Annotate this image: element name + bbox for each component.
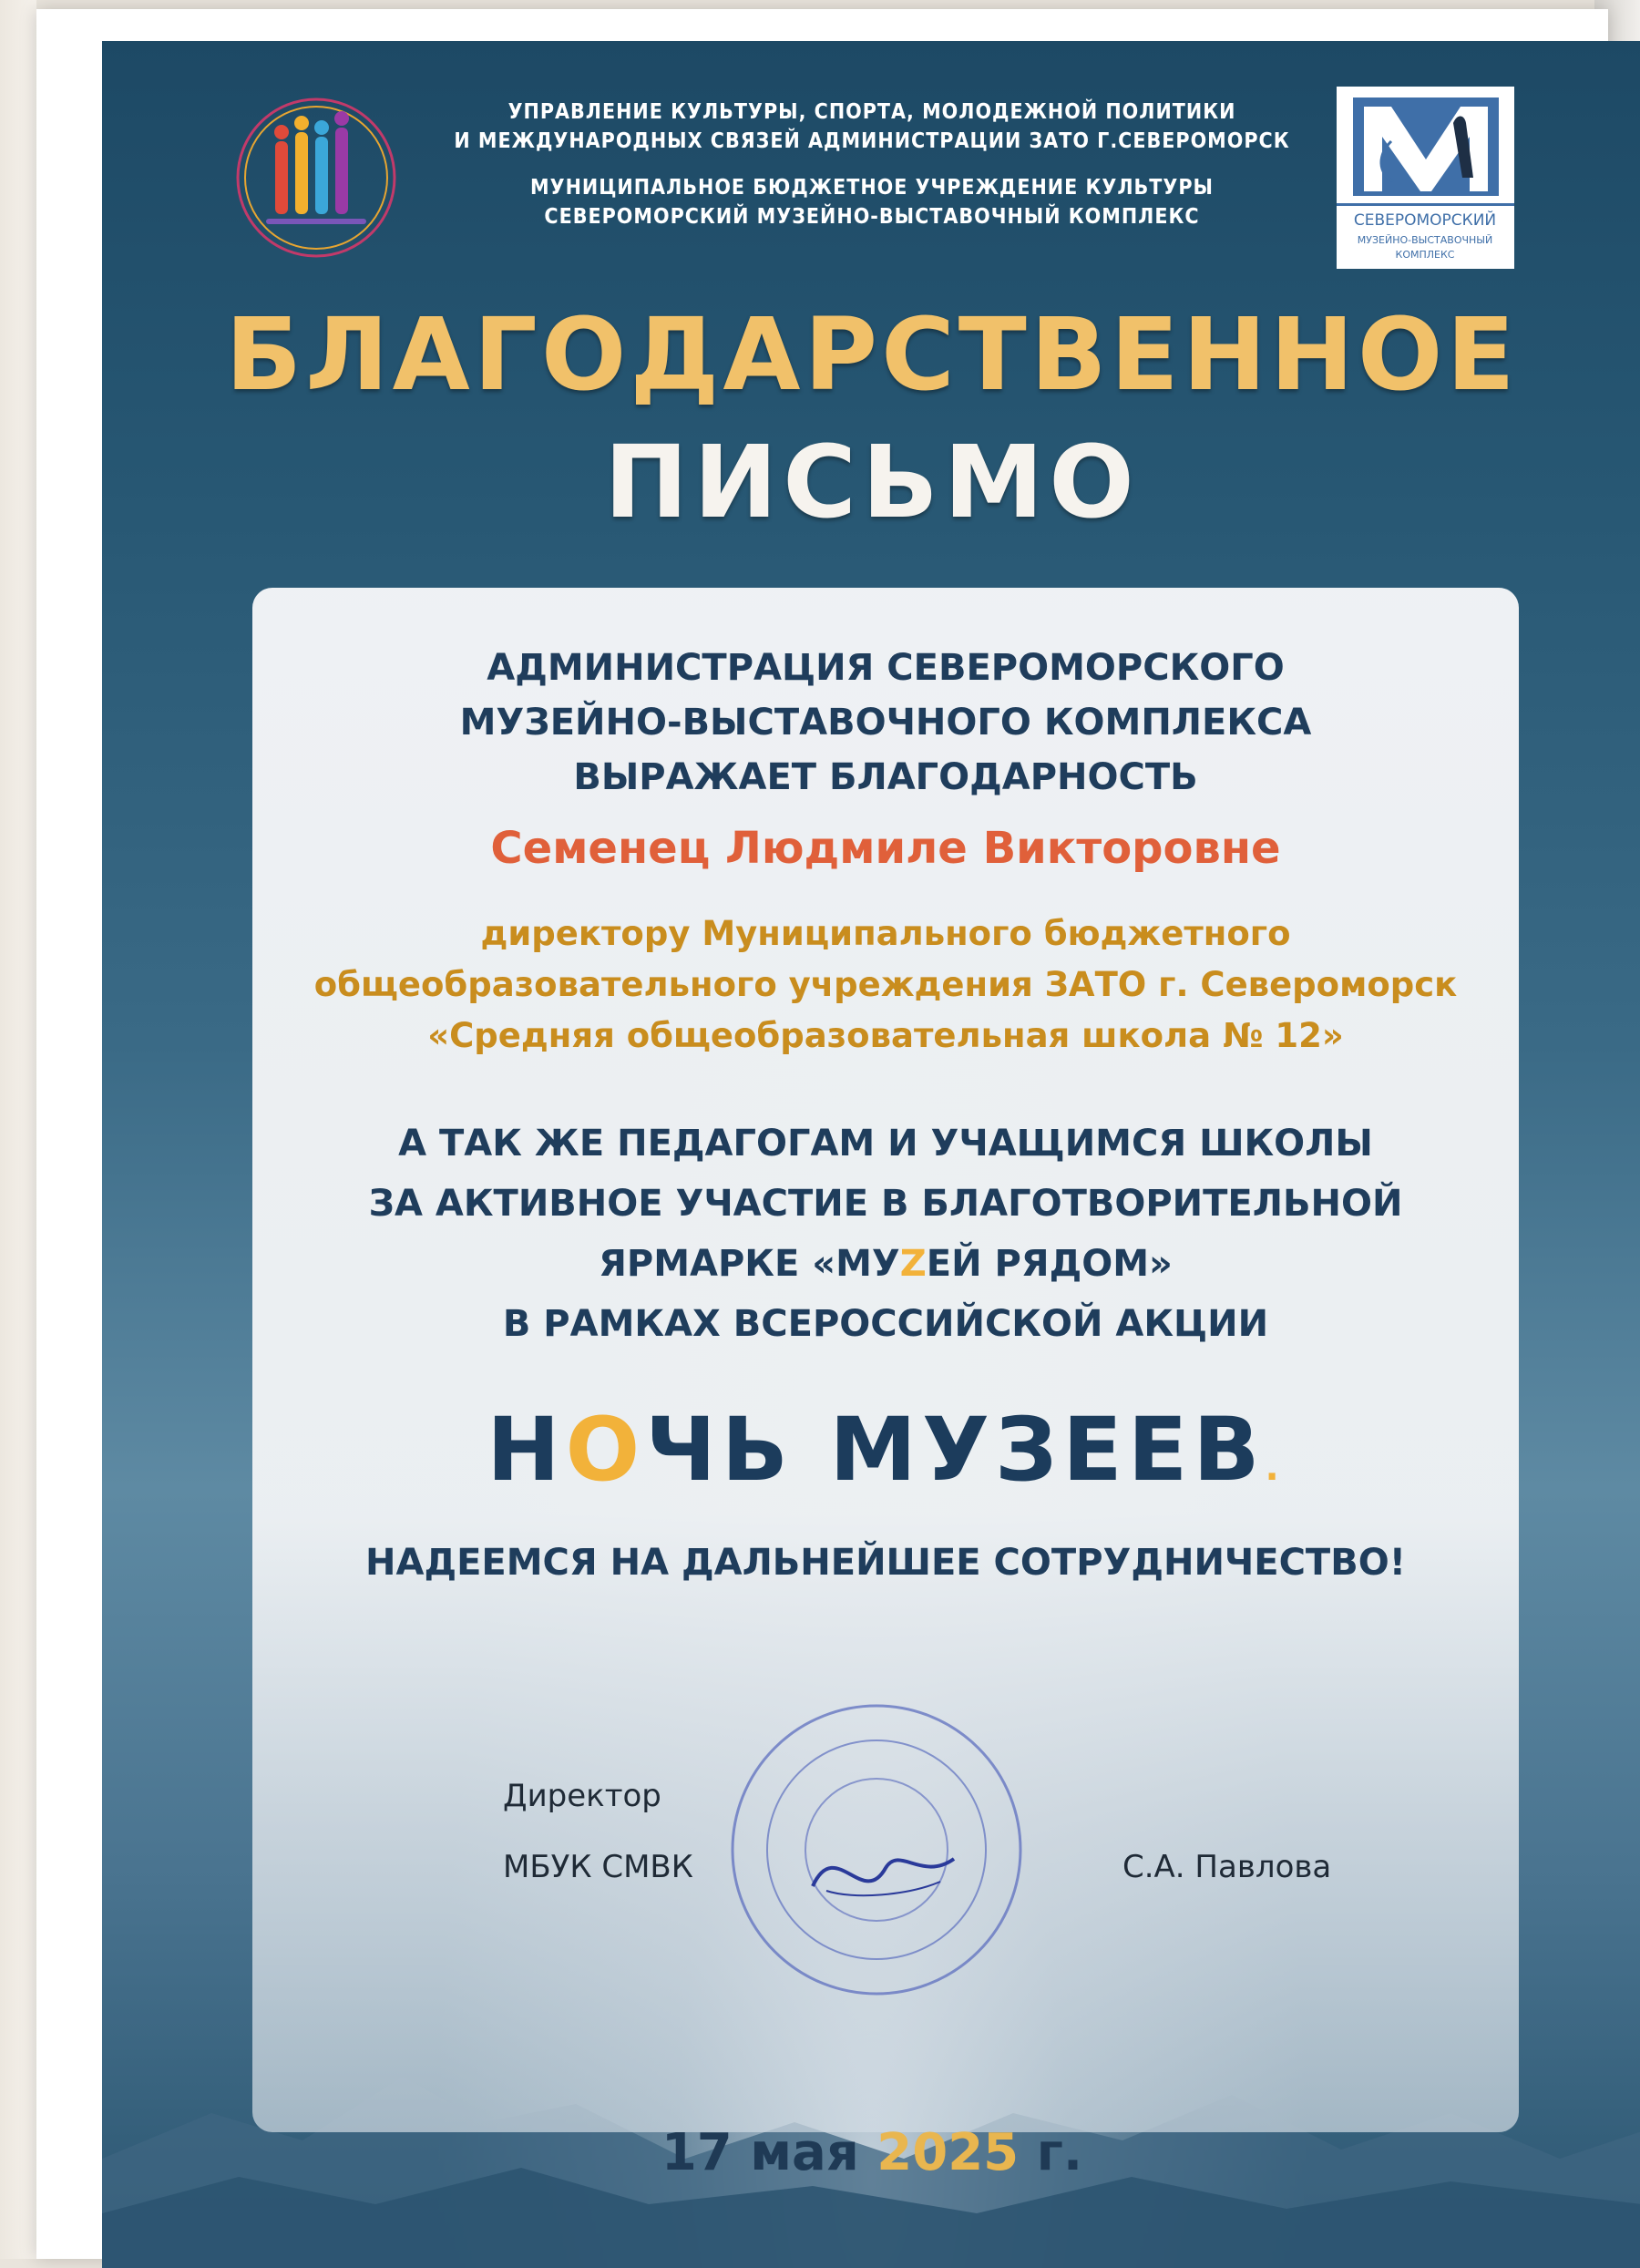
issue-date <box>102 2123 1640 2182</box>
museum-logo-text-3: КОМПЛЕКС <box>1395 249 1455 261</box>
intro-line-1: АДМИНИСТРАЦИЯ СЕВЕРОМОРСКОГО <box>487 647 1285 689</box>
title-line-1: БЛАГОДАРСТВЕННОЕ <box>225 296 1519 413</box>
night-logo-pre: Н <box>487 1399 566 1501</box>
certificate-paper <box>36 9 1608 2259</box>
date-day-month: 17 мая <box>661 2123 877 2182</box>
also-line-3-post: ЕЙ РЯДОМ» <box>926 1243 1173 1285</box>
museum-logo-graphic <box>1337 87 1514 269</box>
header-line-1: УПРАВЛЕНИЕ КУЛЬТУРЫ, СПОРТА, МОЛОДЕЖНОЙ ПОЛИТИКИ <box>507 100 1236 124</box>
night-of-museums-logo <box>252 1399 1519 1501</box>
night-logo-dot: . <box>1265 1447 1285 1489</box>
also-line-3 <box>252 1237 1519 1291</box>
night-logo-moon: О <box>565 1399 646 1501</box>
signer-role-2: МБУК СМВК <box>503 1849 693 1885</box>
signer-name: С.А. Павлова <box>1122 1849 1332 1885</box>
night-logo-post: ЧЬ МУЗЕЕВ <box>645 1399 1266 1501</box>
header-line-2: И МЕЖДУНАРОДНЫХ СВЯЗЕЙ АДМИНИСТРАЦИИ ЗАТО Г.СЕВЕРОМОРСК <box>454 129 1290 153</box>
official-stamp <box>726 1699 1027 2000</box>
recipient-name: Семенец Людмиле Викторовне <box>490 823 1281 874</box>
museum-logo-text-2: МУЗЕЙНО-ВЫСТАВОЧНЫЙ <box>1357 234 1493 246</box>
intro-line-2: МУЗЕЙНО-ВЫСТАВОЧНОГО КОМПЛЕКСА <box>459 702 1312 744</box>
intro-line-3: ВЫРАЖАЕТ БЛАГОДАРНОСТЬ <box>573 756 1198 798</box>
header-line-3: МУНИЦИПАЛЬНОЕ БЮДЖЕТНОЕ УЧРЕЖДЕНИЕ КУЛЬТУРЫ <box>530 176 1214 200</box>
also-line-4: В РАМКАХ ВСЕРОССИЙСКОЙ АКЦИИ <box>502 1303 1269 1345</box>
position-line-2: общеобразовательного учреждения ЗАТО г. Североморск <box>313 965 1458 1004</box>
also-line-3-z: Z <box>899 1243 927 1285</box>
also-line-2: ЗА АКТИВНОЕ УЧАСТИЕ В БЛАГОТВОРИТЕЛЬНОЙ <box>368 1183 1403 1225</box>
signer-role-1: Директор <box>503 1778 661 1814</box>
closing-line: НАДЕЕМСЯ НА ДАЛЬНЕЙШЕЕ СОТРУДНИЧЕСТВО! <box>365 1542 1406 1584</box>
also-line-1: А ТАК ЖЕ ПЕДАГОГАМ И УЧАЩИМСЯ ШКОЛЫ <box>398 1123 1373 1165</box>
position-line-3: «Средняя общеобразовательная школа № 12» <box>427 1016 1344 1055</box>
also-line-3-pre: ЯРМАРКЕ «МУ <box>599 1243 900 1285</box>
certificate-card <box>102 41 1640 2268</box>
table-surface <box>0 0 36 2259</box>
museum-logo-text-1: СЕВЕРОМОРСКИЙ <box>1353 211 1497 230</box>
content-panel <box>252 588 1519 2132</box>
museum-logo <box>1337 87 1514 269</box>
date-suffix: г. <box>1019 2123 1083 2182</box>
position-line-1: директору Муниципального бюджетного <box>480 914 1291 953</box>
title-line-2: ПИСЬМО <box>604 424 1140 540</box>
header-line-4: СЕВЕРОМОРСКИЙ МУЗЕЙНО-ВЫСТАВОЧНЫЙ КОМПЛЕКС <box>544 205 1200 229</box>
date-year: 2025 <box>876 2123 1020 2182</box>
